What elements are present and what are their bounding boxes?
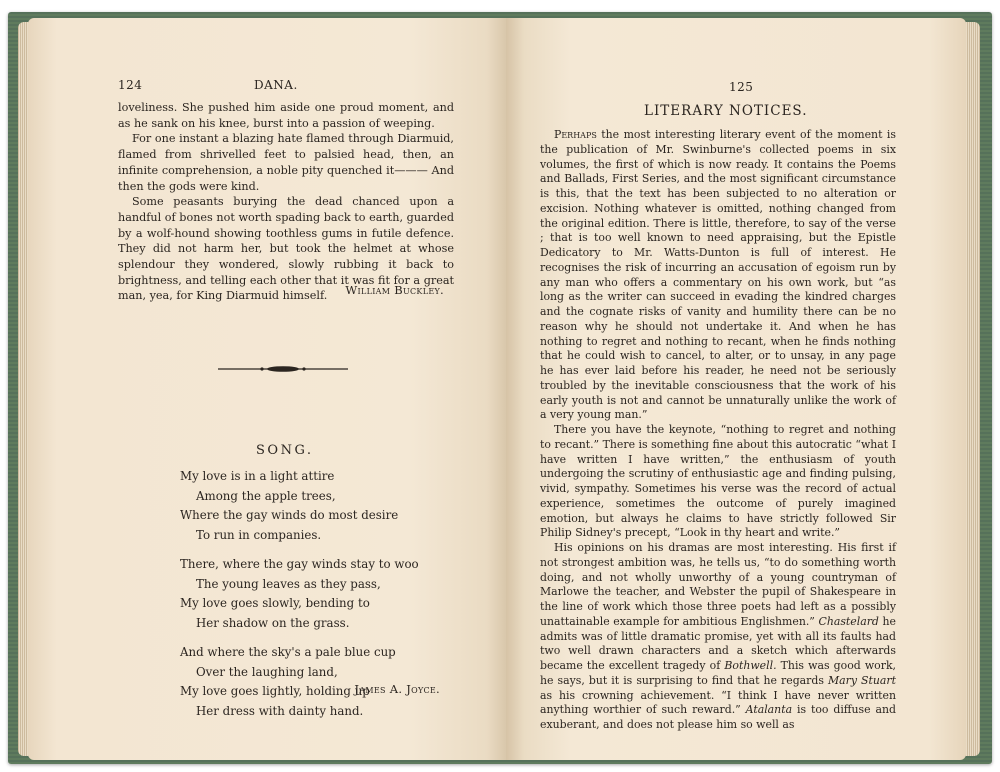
right-prose [540,128,896,733]
ornament-divider [218,363,348,375]
italic-title: Bothwell. [724,659,777,672]
section-title: LITERARY NOTICES. [644,103,808,119]
paragraph: For one instant a blazing hate flamed through Diarmuid, flamed from shrivelled feet to palsied head, then, an infinite comprehension, a noble pity quenched it——— And then the gods were kind. [118,132,454,193]
paragraph [540,541,896,733]
poem-line: My love is in a light attire [180,469,335,483]
left-page-number: 124 [118,78,143,92]
right-page [506,18,966,760]
text-run: His opinions on his dramas are most interesting. His first if not strongest ambition was, he tells us, “to do something worth doing, and not wholly unworthy of a young countryman of Marlowe the teacher, and Webster the pupil of Shakespeare in the line of work which those three poets had left as a possibly unattainable example for ambitious Englishmen.” [540,541,896,628]
paragraph: There you have the keynote, “nothing to regret and nothing to recant.” There is something fine about this autocratic “what I have written I have written,” the enthusiasm of youth undergoing the scrutiny of enthusiastic age and finding pulsing, vivid, sympathy. Sometimes his verse was the record of actual experience, sometimes the outcome of purely imagined emotion, but always he claims to have strictly followed Sir Philip Sidney's precept, “Look in thy heart and write.” [540,423,896,540]
poem-title: SONG. [256,443,314,458]
text-run: as his crowning achievement. “I think I have never written anything worthier of such reward.” [540,688,896,717]
text-run: This was good work, he says, but it is surprising to find that he regards [540,659,897,687]
poem-line: To run in companies. [196,527,322,542]
paragraph: loveliness. She pushed him aside one proud moment, and as he sank on his knee, burst into a passion of weeping. [118,101,454,130]
poem-line: There, where the gay winds stay to woo [180,557,419,571]
stanza [180,467,419,545]
italic-title: Mary Stuart [828,673,896,687]
right-page-number: 125 [729,80,754,94]
drop-lead: Perhaps [554,128,597,141]
poem-line: Her dress with dainty hand. [196,703,364,718]
poem-line: Among the apple trees, [196,488,336,503]
poem-line: My love goes slowly, bending to [180,596,370,610]
poem-line: Over the laughing land, [196,664,338,679]
stanza [180,555,419,633]
poem-line: Where the gay winds do most desire [180,508,399,522]
paragraph [540,128,896,423]
text-run: he admits was of little dramatic promise, yet with all its faults had two well drawn characters and a sketch which afterwards became the excellent tragedy of [540,614,896,672]
poem-line: The young leaves as they pass, [196,576,381,591]
paragraph: Some peasants burying the dead chanced upon a handful of bones not worth spading back to earth, guarded by a wolf-hound showing toothless gums in futile defence. They did not harm her, but took the helmet at whose splendour they wondered, slowly rubbing it back to brightness, and telling each other that it was fit for a great man, yea, for King Diarmuid himself. [118,195,454,303]
signature-joyce: James A. Joyce. [354,682,440,696]
left-page [28,18,506,760]
italic-title: Chastelard [818,614,879,628]
left-prose [118,100,454,304]
paragraph-text: the most interesting literary event of the moment is the publication of Mr. Swinburne's collected poems in six volumes, the first of which is now ready. It contains the Poems and Ballads, First Series, and the most significant circumstance is this, that the text has been subjected to no alteration or excision. Nothing whatever is omitted, nothing changed from the original edition. There is little, therefore, to say of the verse ; that is too well known to need appraising, but the Epistle Dedicatory to Mr. Watts-Dunton is full of interest. He recognises the risk of incurring an accusation of egoism run by any man who offers a commentary on his own work, but “as long as the writer can succeed in evading the kindred charges and the cognate risks of vanity and humility there can be no reason why he should not undertake it. And when he has nothing to regret and nothing to recant, when he finds nothing that he could wish to cancel, to alter, or to unsay, in any page he has ever laid before his reader, he need not be seriously troubled by the inevitable consciousness that the work of his early youth is not and cannot be unnaturally unlike the work of a very young man.” [540,128,896,422]
poem-line: And where the sky's a pale blue cup [180,645,396,659]
signature-buckley: William Buckley. [345,283,444,297]
poem-line: My love goes lightly, holding up [180,684,370,698]
poem-line: Her shadow on the grass. [196,615,350,630]
left-running-head: DANA. [254,78,298,92]
italic-title: Atalanta [745,703,793,717]
text-run: is too diffuse and exuberant, and does not please him so well as [540,703,896,731]
